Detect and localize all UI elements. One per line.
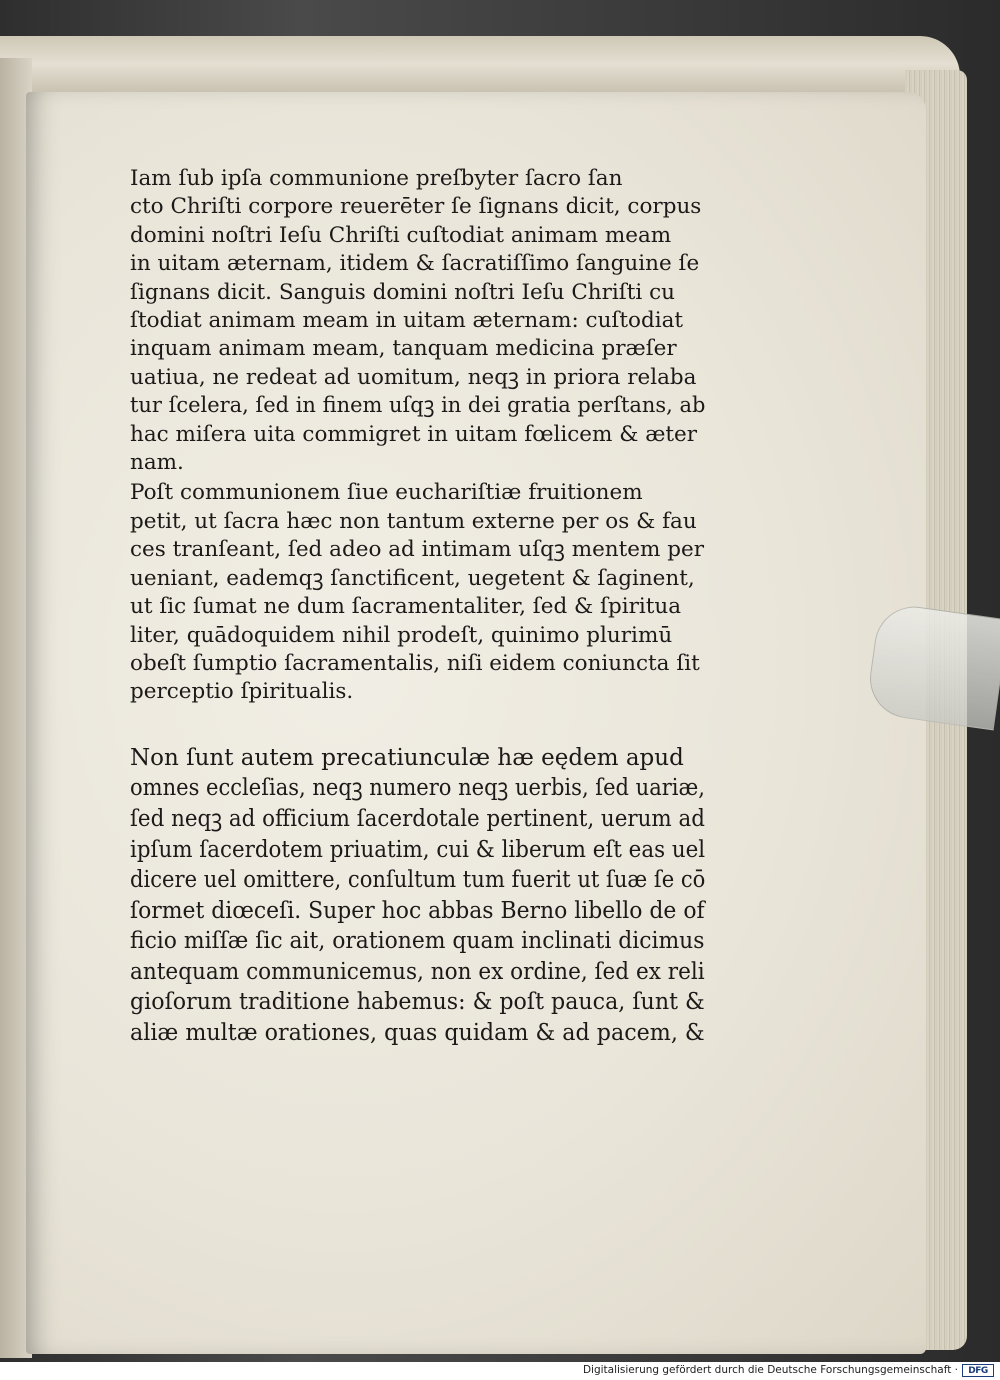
text-line: hac miſera uita commigret in uitam fœlicem & æter bbox=[130, 421, 698, 447]
bleed-through-text-bottom bbox=[130, 1060, 850, 1140]
funding-notice: Digitalisierung gefördert durch die Deutsche Forschungsgemeinschaft · bbox=[582, 1364, 958, 1376]
page-text bbox=[130, 165, 706, 1049]
text-line: gioſorum traditione habemus: & poſt pauca, ſunt & bbox=[130, 989, 705, 1016]
text-line: ſignans dicit. Sanguis domini noſtri Ieſu Chriſti cu bbox=[130, 279, 675, 305]
dfg-logo: DFG bbox=[962, 1364, 994, 1377]
paragraph-2 bbox=[130, 479, 705, 706]
text-line: antequam communicemus, non ex ordine, ſed ex reli bbox=[130, 958, 705, 985]
text-line: liter, quādoquidem nihil prodeſt, quinimo plurimū bbox=[130, 622, 673, 648]
paragraph-3 bbox=[130, 743, 706, 1049]
text-line: perceptio ſpiritualis. bbox=[130, 679, 354, 705]
bleed-through-text bbox=[700, 175, 915, 555]
text-line: in uitam æternam, itidem & ſacratiſſimo ſanguine ſe bbox=[130, 251, 700, 277]
text-line: Poſt communionem ſiue euchariſtiæ fruitionem bbox=[130, 480, 643, 506]
text-line: nam. bbox=[130, 450, 184, 476]
text-line: dicere uel omittere, conſultum tum fuerit ut ſuæ ſe cō bbox=[130, 867, 706, 894]
text-line: inquam animam meam, tanquam medicina præſer bbox=[130, 336, 677, 362]
text-line: tur ſcelera, ſed in finem uſqꝫ in dei gratia perſtans, ab bbox=[130, 393, 706, 419]
text-line: ipſum ſacerdotem priuatim, cui & liberum eſt eas uel bbox=[130, 836, 706, 863]
text-line: obeſt ſumptio ſacramentalis, niſi eidem coniuncta ſit bbox=[130, 650, 700, 676]
text-line: ſormet diœceſi. Super hoc abbas Berno libello de of bbox=[130, 897, 705, 924]
text-line: Non ſunt autem precatiunculæ hæ eędem apud bbox=[130, 744, 684, 771]
paragraph-1 bbox=[130, 165, 706, 477]
text-line: domini noſtri Ieſu Chriſti cuſtodiat animam meam bbox=[130, 222, 672, 248]
text-line: Iam ſub ipſa communione preſbyter ſacro ſan bbox=[130, 166, 623, 191]
text-line: ſed neqꝫ ad officium ſacerdotale pertinent, uerum ad bbox=[130, 805, 705, 832]
text-line: uatiua, ne redeat ad uomitum, neqꝫ in priora relaba bbox=[130, 364, 697, 390]
text-line: cto Chriſti corpore reuerēter ſe ſignans dicit, corpus bbox=[130, 194, 702, 220]
text-line: omnes eccleſias, neqꝫ numero neqꝫ uerbis, ſed uariæ, bbox=[130, 775, 705, 802]
text-line: ſtodiat animam meam in uitam æternam: cuſtodiat bbox=[130, 308, 684, 334]
text-line: aliæ multæ orationes, quas quidam & ad pacem, & bbox=[130, 1020, 705, 1047]
text-line: ficio miſſæ ſic ait, orationem quam inclinati dicimus bbox=[130, 928, 705, 955]
text-line: ueniant, eademqꝫ ſanctificent, uegetent & ſaginent, bbox=[130, 565, 695, 591]
text-line: ces tranſeant, ſed adeo ad intimam uſqꝫ mentem per bbox=[130, 537, 705, 563]
text-line: ut ſic ſumat ne dum ſacramentaliter, ſed & ſpiritua bbox=[130, 594, 682, 620]
text-line: petit, ut ſacra hæc non tantum externe per os & fau bbox=[130, 508, 697, 534]
